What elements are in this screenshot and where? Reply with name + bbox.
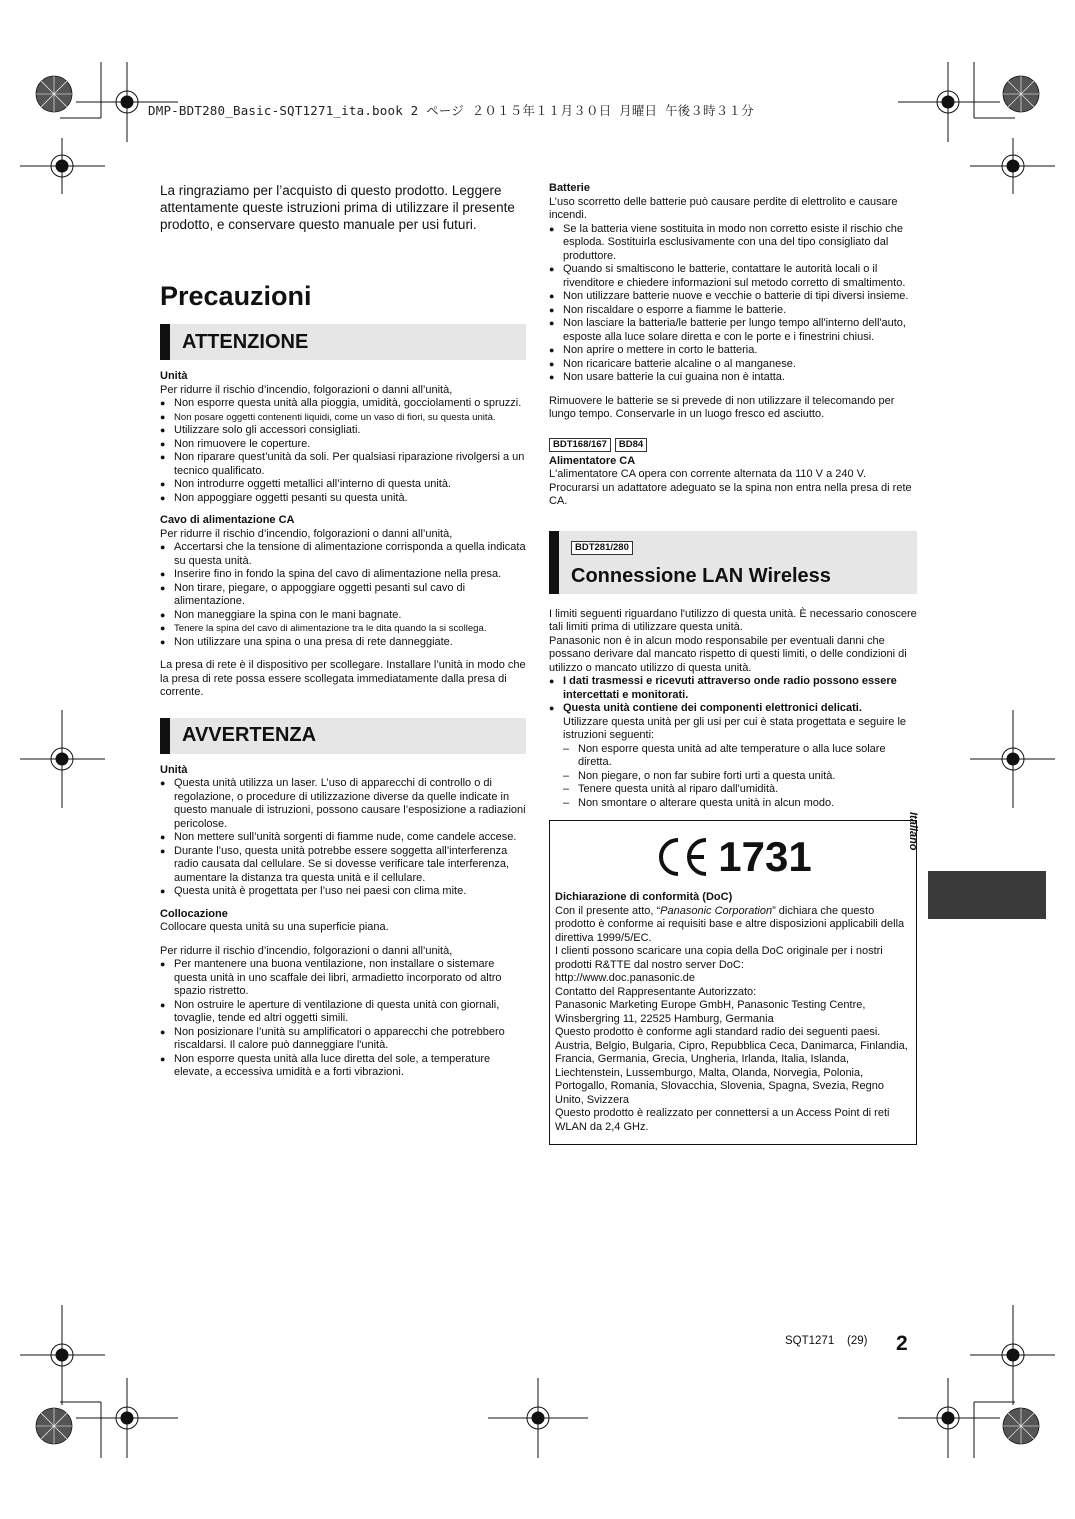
doc-url[interactable]: http://www.doc.panasonic.de	[555, 972, 696, 984]
unita-heading: Unità	[160, 370, 188, 382]
print-file-header: DMP-BDT280_Basic-SQT1271_ita.book 2 ページ ２０１５年１１月３０日 月曜日 午後３時３１分	[148, 103, 754, 118]
list-item: – Non piegare, o non far subire forti urti a questa unità.	[563, 770, 917, 784]
list-item: ● Non ricaricare batterie alcaline o al manganese.	[549, 358, 917, 372]
list-item: ● Non lasciare la batteria/le batterie per lungo tempo all'interno dell'auto, esposte alla luce solare diretta e con le porte e i finestrini chiusi.	[549, 317, 917, 344]
list-item: ● Non tirare, piegare, o appoggiare oggetti pesanti sul cavo di alimentazione.	[160, 582, 526, 609]
list-item: – Tenere questa unità al riparo dall'umidità.	[563, 783, 917, 797]
model-tag: BD84	[615, 438, 647, 452]
doc-box	[549, 820, 917, 1145]
attenzione-header	[160, 324, 526, 360]
list-item: ● Questa unità contiene dei componenti elettronici delicati.	[549, 702, 917, 716]
list-item: ● Non utilizzare batterie nuove e vecchie o batterie di tipi diversi insieme.	[549, 290, 917, 304]
model-tag: BDT168/167	[549, 438, 611, 452]
collocazione-heading: Collocazione	[160, 907, 228, 920]
avvertenza-unita-heading: Unità	[160, 763, 188, 776]
lan-title: Connessione LAN Wireless	[571, 564, 831, 587]
lan-list	[549, 675, 917, 716]
list-item: ● Non appoggiare oggetti pesanti su questa unità.	[160, 492, 526, 506]
cavo-lead: Per ridurre il rischio d’incendio, folgorazioni o danni all’unità,	[160, 527, 453, 540]
list-item: ● I dati trasmessi e ricevuti attraverso onde radio possono essere intercettati e monitorati.	[549, 675, 917, 702]
cavo-list	[160, 541, 526, 649]
list-item: ● Non aprire o mettere in corto le batteria.	[549, 344, 917, 358]
list-item: ● Non esporre questa unità alla pioggia, umidità, gocciolamenti o spruzzi.	[160, 397, 526, 411]
list-item: ● Non usare batterie la cui guaina non è intatta.	[549, 371, 917, 385]
doc-para-8: Questo prodotto è realizzato per connettersi a un Access Point di reti WLAN da 2,4 GHz.	[555, 1107, 890, 1133]
list-item: ● Non mettere sull’unità sorgenti di fiamme nude, come candele accese.	[160, 831, 526, 845]
footer-code: SQT1271 (29)	[785, 1335, 868, 1347]
doc-para-2: I clienti possono scaricare una copia della DoC originale per i nostri prodotti R&TTE dal nostro server DoC:	[555, 945, 883, 971]
model-tags	[549, 434, 917, 452]
lan-dash-list	[549, 743, 917, 811]
collocazione-text: Collocare questa unità su una superficie piana.	[160, 921, 389, 933]
list-item: ● Quando si smaltiscono le batterie, contattare le autorità locali o il rivenditore e chiedere informazioni sul metodo corretto di smaltimento.	[549, 263, 917, 290]
batterie-lead: L’uso scorretto delle batterie può causare perdite di elettrolito e causare incendi.	[549, 195, 898, 221]
lan-para-1: I limiti seguenti riguardano l'utilizzo di questa unità. È necessario conoscere tali limiti prima di utilizzare questa unità.	[549, 607, 917, 633]
unita-list	[160, 397, 526, 505]
alimentatore-text: L'alimentatore CA opera con corrente alternata da 110 V a 240 V. Procurarsi un adattatore adeguato se la spina non entra nella presa di rete CA.	[549, 468, 912, 507]
presa-text: La presa di rete è il dispositivo per scollegare. Installare l’unità in modo che la presa di rete possa essere scollegata immediatamente dalla presa di corrente.	[160, 659, 526, 698]
page-title: Precauzioni	[160, 281, 312, 311]
avvertenza-unita-list	[160, 777, 526, 899]
collocazione-lead: Per ridurre il rischio d’incendio, folgorazioni o danni all’unità,	[160, 944, 453, 957]
page-number: 2	[896, 1332, 908, 1355]
list-item: ● Inserire fino in fondo la spina del cavo di alimentazione nella presa.	[160, 568, 526, 582]
list-item: ● Durante l’uso, questa unità potrebbe essere soggetta all’interferenza radio causata dal cellulare. Se si dovesse verificare tale interferenza, aumentare la distanza tra questa unità e il cellulare.	[160, 845, 526, 886]
lan-para-2: Panasonic non è in alcun modo responsabile per eventuali danni che possano derivare dal mancato rispetto di questi limiti, o delle condizioni di utilizzo o mancato utilizzo di questa unità.	[549, 634, 907, 674]
avvertenza-header	[160, 718, 526, 754]
list-item: ● Accertarsi che la tensione di alimentazione corrisponda a quella indicata su questa unità.	[160, 541, 526, 568]
list-item: ● Non maneggiare la spina con le mani bagnate.	[160, 609, 526, 623]
list-item: ● Non posare oggetti contenenti liquidi, come un vaso di fiori, su questa unità.	[160, 411, 526, 425]
alimentatore-heading: Alimentatore CA	[549, 454, 636, 467]
right-column	[549, 182, 917, 1145]
intro-text: La ringraziamo per l’acquisto di questo prodotto. Leggere attentamente queste istruzioni prima di utilizzare il presente prodotto, e conservare questo manuale per usi futuri.	[160, 183, 515, 232]
list-item: ● Per mantenere una buona ventilazione, non installare o sistemare questa unità in uno scaffale dei libri, armadietto incorporato od altro spazio ristretto.	[160, 958, 526, 999]
lan-follow: Utilizzare questa unità per gli usi per cui è stata progettata e seguire le istruzioni seguenti:	[563, 715, 907, 741]
ce-number: 1731	[718, 833, 812, 880]
list-item: – Non esporre questa unità ad alte temperature o alla luce solare diretta.	[563, 743, 917, 770]
batterie-note: Rimuovere le batterie se si prevede di non utilizzare il telecomando per lungo tempo. Conservarle in un luogo fresco ed asciutto.	[549, 394, 895, 420]
list-item: ● Non esporre questa unità alla luce diretta del sole, a temperature elevate, a eccessiva umidità e a forti vibrazioni.	[160, 1053, 526, 1080]
doc-heading: Dichiarazione di conformità (DoC)	[555, 891, 733, 903]
list-item: ● Tenere la spina del cavo di alimentazione tra le dita quando la si scollega.	[160, 622, 526, 636]
list-item: ● Non introdurre oggetti metallici all’interno di questa unità.	[160, 478, 526, 492]
list-item: ● Non posizionare l’unità su amplificatori o apparecchi che potrebbero riscaldarsi. Il calore può danneggiare l'unità.	[160, 1026, 526, 1053]
list-item: – Non smontare o alterare questa unità in alcun modo.	[563, 797, 917, 811]
model-tag: BDT281/280	[571, 541, 633, 555]
lan-header	[549, 531, 917, 594]
doc-para-4: Contatto del Rappresentante Autorizzato:	[555, 985, 757, 998]
unita-lead: Per ridurre il rischio d’incendio, folgorazioni o danni all’unità,	[160, 383, 453, 396]
attenzione-title: ATTENZIONE	[182, 330, 309, 353]
list-item: ● Non utilizzare una spina o una presa di rete danneggiate.	[160, 636, 526, 650]
batterie-heading: Batterie	[549, 182, 590, 194]
avvertenza-title: AVVERTENZA	[182, 724, 317, 746]
language-label: Italiano	[907, 812, 919, 851]
list-item: ● Non riparare quest’unità da soli. Per qualsiasi riparazione rivolgersi a un tecnico qualificato.	[160, 451, 526, 478]
cavo-heading: Cavo di alimentazione CA	[160, 514, 295, 526]
list-item: ● Non riscaldare o esporre a fiamme le batterie.	[549, 304, 917, 318]
doc-countries: Austria, Belgio, Bulgaria, Cipro, Repubblica Ceca, Danimarca, Finlandia, Francia, Germania, Grecia, Ungheria, Irlanda, Italia, Islanda, Liechtenstein, Lussemburgo, Malta, Olanda, Norvegia, Polonia, Portogallo, Romania, Slovacchia, Slovenia, Spagna, Svezia, Regno Unito, Svizzera	[555, 1039, 908, 1106]
list-item: ● Questa unità è progettata per l’uso nei paesi con clima mite.	[160, 885, 526, 899]
batterie-list	[549, 223, 917, 385]
language-tab	[928, 871, 1046, 919]
doc-para-1: Con il presente atto, “Panasonic Corporation” dichiara che questo prodotto è conforme ai requisiti base e altre disposizioni applicabili della direttiva 1999/5/EC.	[555, 904, 905, 944]
list-item: ● Non ostruire le aperture di ventilazione di questa unità con giornali, tovaglie, tende ed altri oggetti simili.	[160, 999, 526, 1026]
list-item: ● Non rimuovere le coperture.	[160, 438, 526, 452]
ce-logo-icon	[654, 836, 712, 878]
doc-para-6: Questo prodotto è conforme agli standard radio dei seguenti paesi.	[555, 1026, 881, 1038]
list-item: ● Utilizzare solo gli accessori consigliati.	[160, 424, 526, 438]
doc-para-5: Panasonic Marketing Europe GmbH, Panasonic Testing Centre, Winsbergring 11, 22525 Hamburg, Germania	[555, 999, 866, 1025]
list-item: ● Questa unità utilizza un laser. L’uso di apparecchi di controllo o di regolazione, o procedure di utilizzazione diverse da quelle indicate in questo manuale di istruzioni, possono causare l’esposizione a radiazioni pericolose.	[160, 777, 526, 831]
list-item: ● Se la batteria viene sostituita in modo non corretto esiste il rischio che esploda. Sostituirla esclusivamente con una del tipo consigliato dal produttore.	[549, 223, 917, 264]
left-column	[160, 182, 526, 1080]
collocazione-list	[160, 958, 526, 1080]
ce-mark	[555, 829, 911, 885]
